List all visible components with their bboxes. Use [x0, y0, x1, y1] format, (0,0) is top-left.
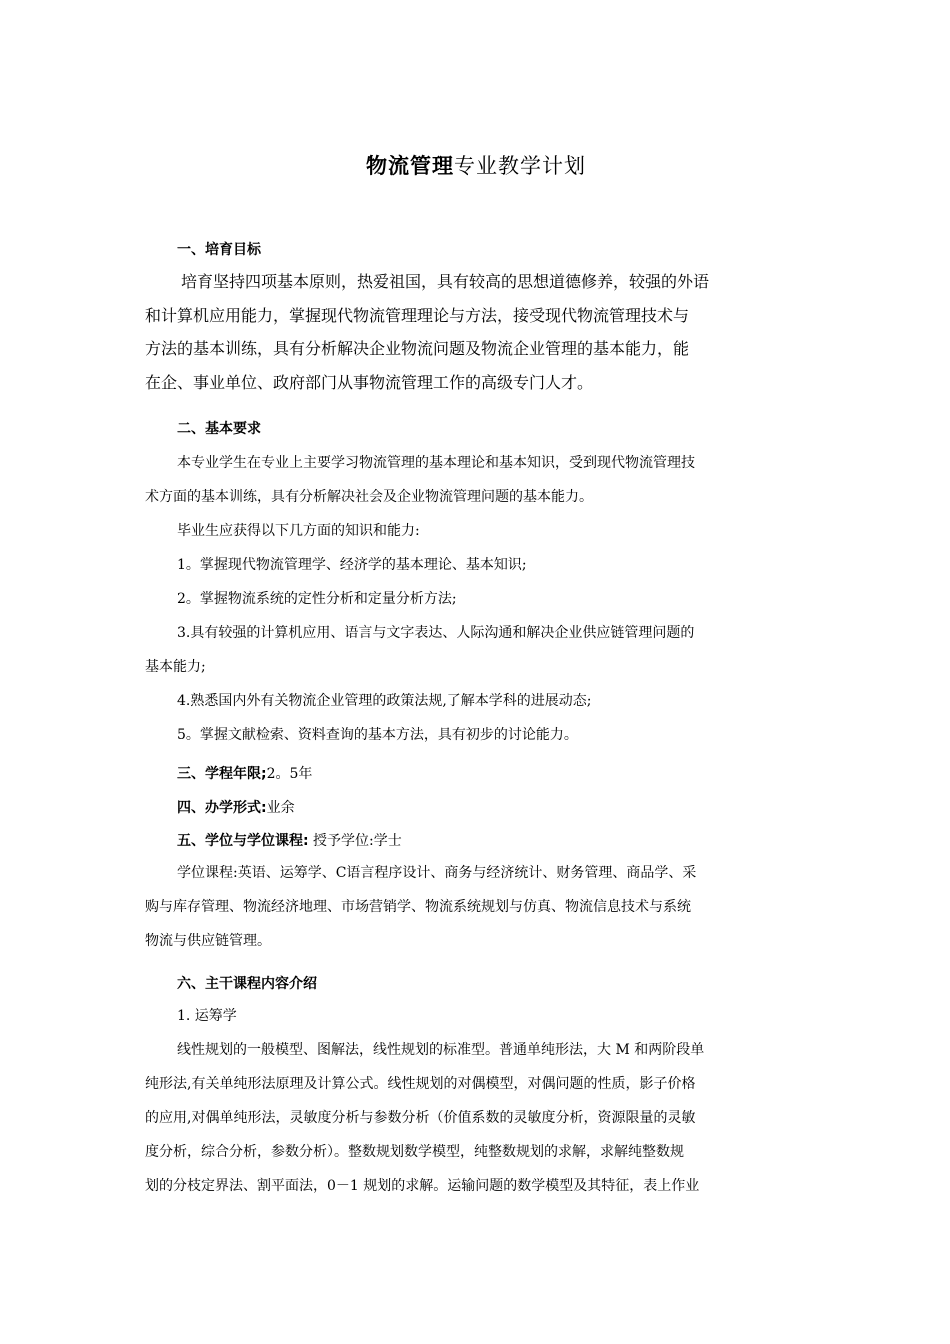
section-2-line-5: 2。掌握物流系统的定性分析和定量分析方法;: [177, 591, 457, 607]
section-2-heading: 二、基本要求: [177, 421, 261, 437]
section-6-body: [145, 999, 807, 1203]
section-6-line-2: 纯形法,有关单纯形法原理及计算公式。线性规划的对偶模型，对偶问题的性质，影子价格: [145, 1076, 696, 1092]
title-rest-part: 专业教学计划: [454, 154, 586, 178]
section-6-subheading: 1. 运筹学: [177, 1008, 237, 1024]
section-2-line-4: 1。掌握现代物流管理学、经济学的基本理论、基本知识;: [177, 557, 527, 573]
section-2-line-1: 本专业学生在专业上主要学习物流管理的基本理论和基本知识，受到现代物流管理技: [177, 455, 695, 471]
section-1-line-3: 方法的基本训练，具有分析解决企业物流问题及物流企业管理的基本能力，能: [145, 339, 690, 359]
section-2-line-3: 毕业生应获得以下几方面的知识和能力:: [177, 523, 420, 539]
section-6-line-4: 度分析，综合分析，参数分析）。整数规划数学模型，纯整数规划的求解，求解纯整数规: [145, 1144, 684, 1160]
section-5-line-3: 物流与供应链管理。: [145, 933, 271, 949]
section-1-line-1: 培育坚持四项基本原则，热爱祖国，具有较高的思想道德修养，较强的外语: [181, 272, 710, 291]
section-3-heading: [177, 763, 312, 783]
section-2-line-8: 4.熟悉国内外有关物流企业管理的政策法规,了解本学科的进展动态;: [177, 693, 592, 709]
section-5-line-2: 购与库存管理、物流经济地理、市场营销学、物流系统规划与仿真、物流信息技术与系统: [145, 899, 691, 915]
section-5-heading: [177, 830, 402, 850]
section-1-body: [145, 265, 807, 399]
section-2-line-7: 基本能力;: [145, 659, 206, 675]
section-5-line-1: 学位课程:英语、运筹学、C语言程序设计、商务与经济统计、财务管理、商品学、采: [177, 865, 697, 881]
section-5-body: [145, 856, 807, 958]
section-4-heading: [177, 797, 295, 817]
section-5-label: 五、学位与学位课程:: [177, 833, 309, 849]
section-1-heading: 一、培育目标: [177, 242, 261, 258]
section-2-line-9: 5。掌握文献检索、资料查询的基本方法，具有初步的讨论能力。: [177, 727, 578, 743]
section-2-body: [145, 446, 807, 752]
document-title: [145, 150, 807, 180]
section-2-line-2: 术方面的基本训练，具有分析解决社会及企业物流管理问题的基本能力。: [145, 489, 593, 505]
section-6-line-1: 线性规划的一般模型、图解法，线性规划的标准型。普通单纯形法，大 M 和两阶段单: [177, 1042, 705, 1058]
section-3-label: 三、学程年限;: [177, 766, 267, 782]
section-5-value: 授予学位:学士: [308, 833, 402, 849]
section-1-line-4: 在企、事业单位、政府部门从事物流管理工作的高级专门人才。: [145, 372, 594, 392]
title-bold-part: 物流管理: [366, 153, 454, 178]
section-4-value: 业余: [266, 800, 295, 816]
section-4-label: 四、办学形式:: [177, 800, 267, 816]
section-6-line-3: 的应用,对偶单纯形法，灵敏度分析与参数分析（价值系数的灵敏度分析，资源限量的灵敏: [145, 1110, 696, 1126]
section-3-value: 2。5年: [266, 766, 313, 782]
section-6-line-5: 划的分枝定界法、割平面法，0－1 规划的求解。运输问题的数学模型及其特征，表上作业: [145, 1178, 700, 1194]
section-1-line-2: 和计算机应用能力，掌握现代物流管理理论与方法，接受现代物流管理技术与: [145, 305, 690, 325]
section-6-heading: 六、主干课程内容介绍: [177, 976, 317, 992]
section-2-line-6: 3.具有较强的计算机应用、语言与文字表达、人际沟通和解决企业供应链管理问题的: [177, 625, 695, 641]
